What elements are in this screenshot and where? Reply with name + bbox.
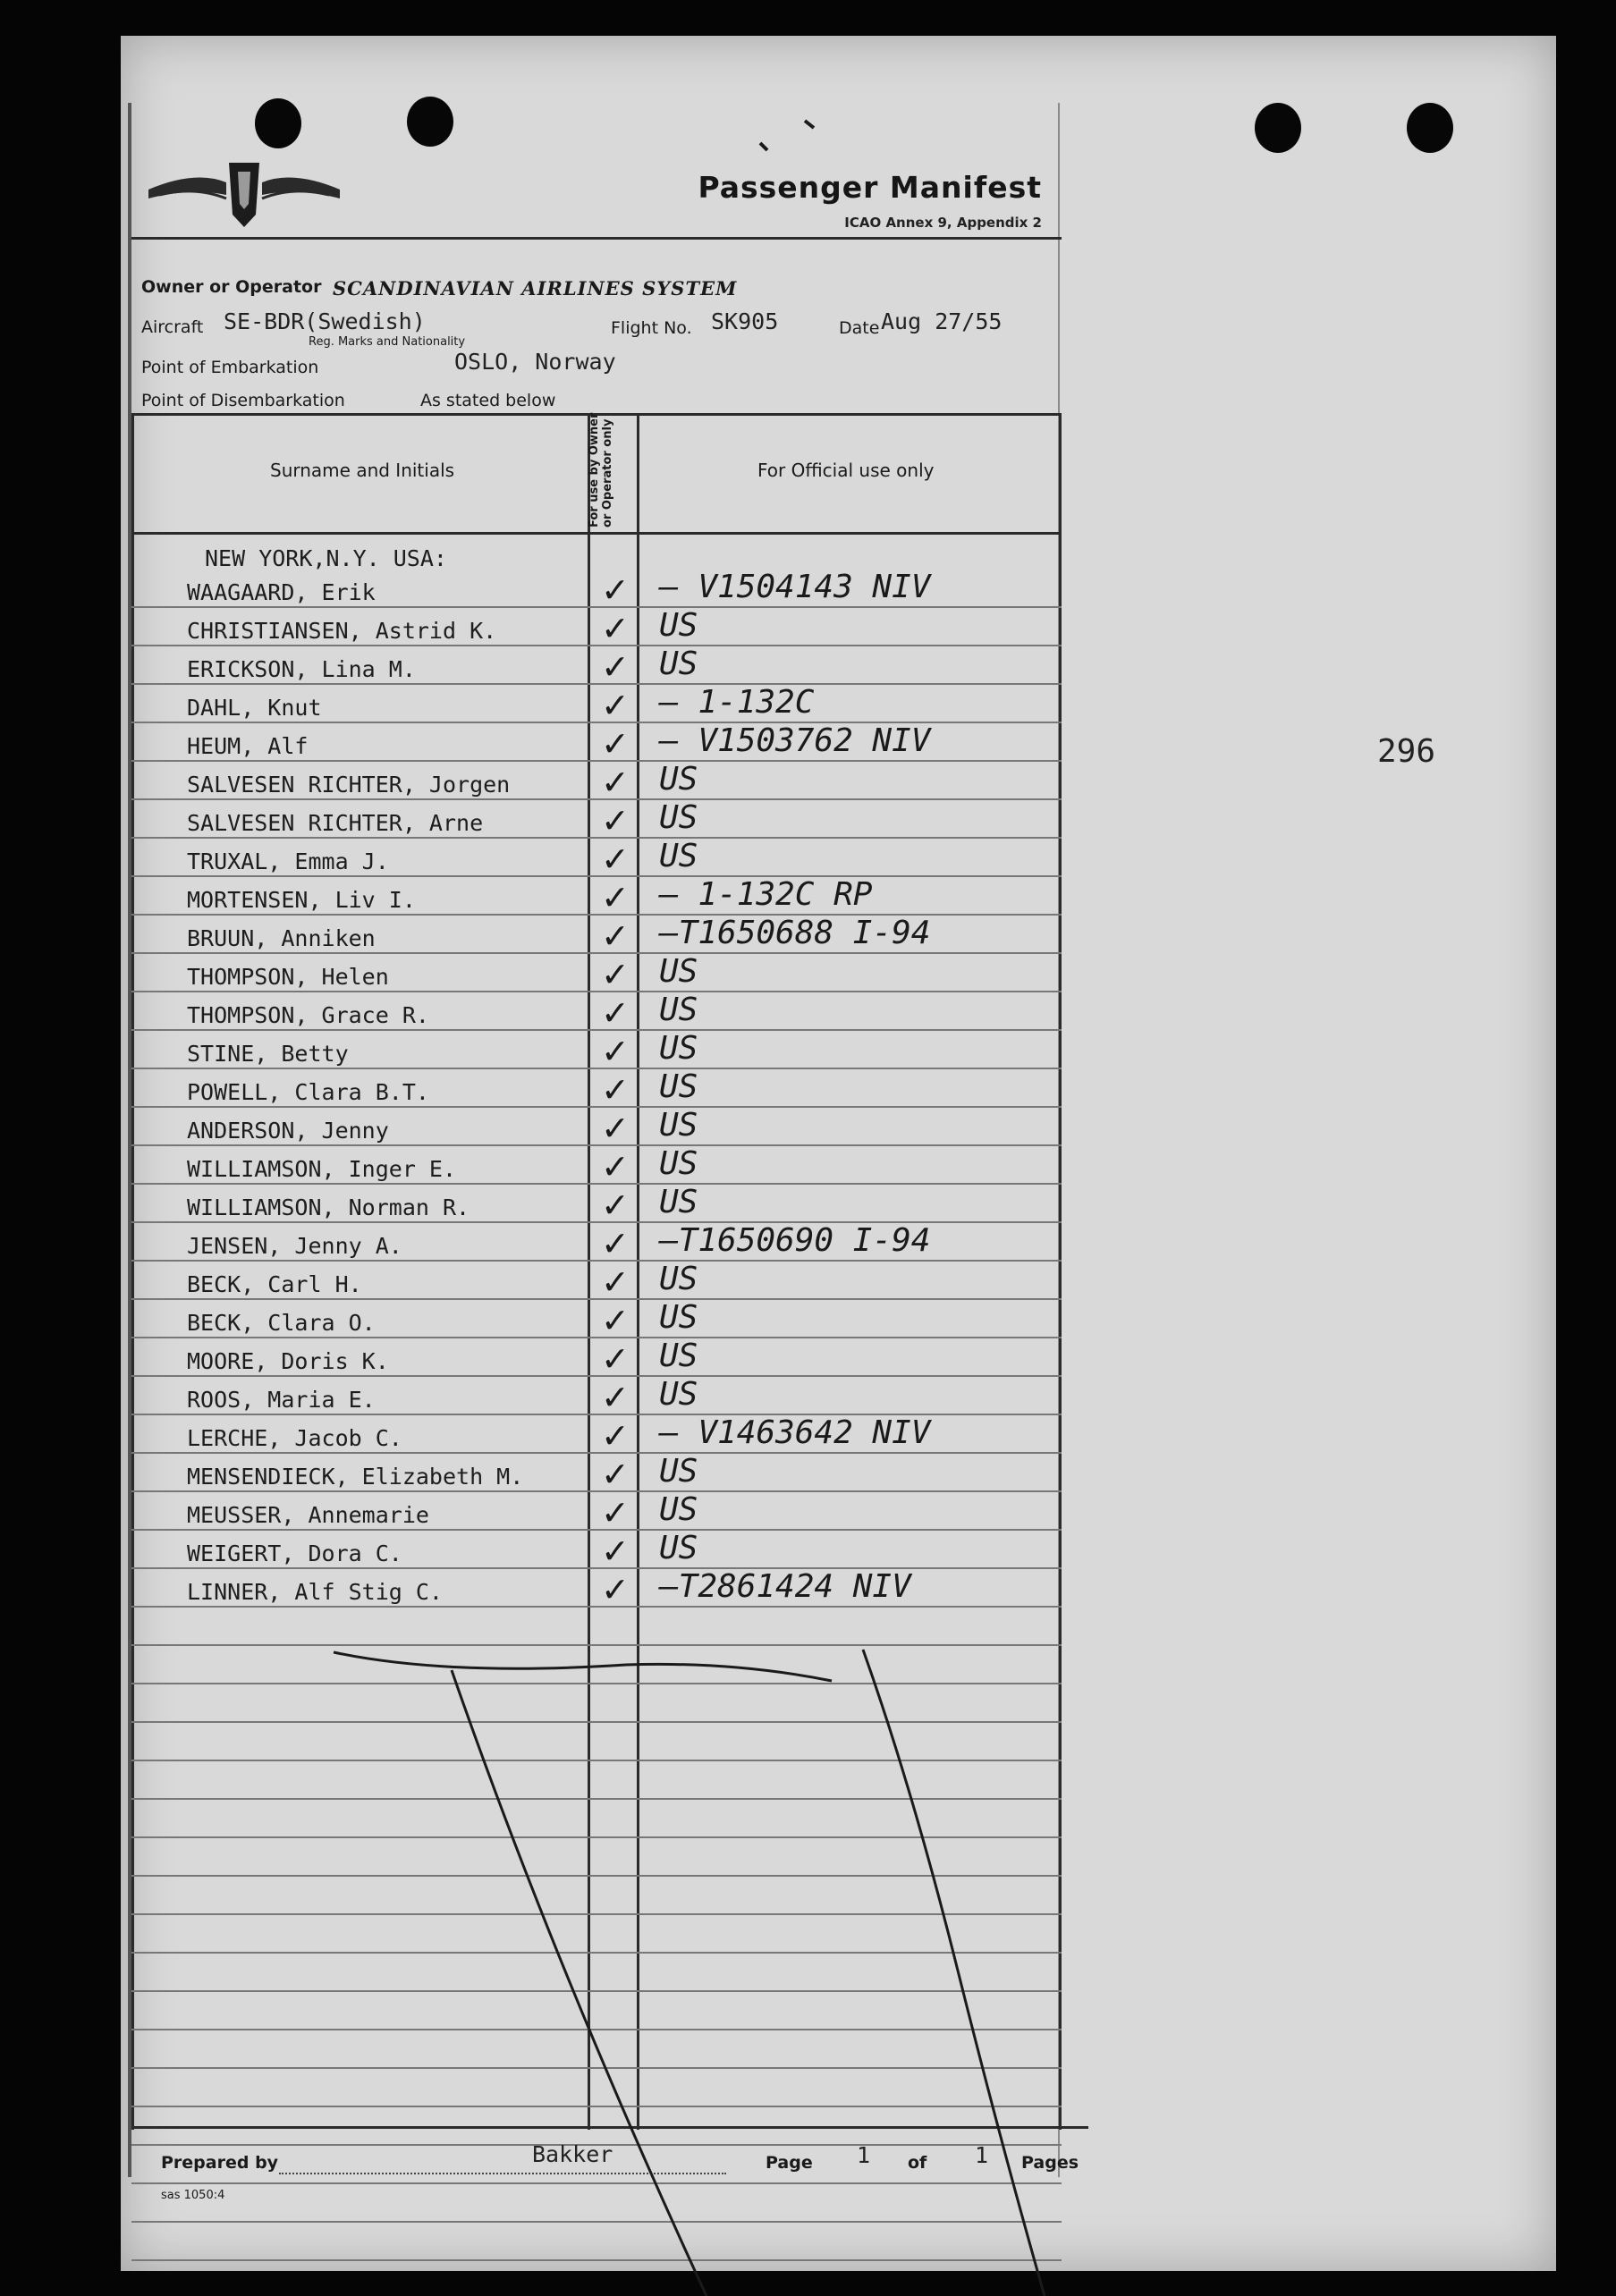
row-rule bbox=[131, 1990, 1062, 1992]
check-mark: ✓ bbox=[601, 1378, 630, 1417]
row-rule bbox=[131, 1106, 1062, 1108]
row-rule bbox=[131, 1337, 1062, 1338]
check-mark: ✓ bbox=[601, 1416, 630, 1456]
row-rule bbox=[131, 1529, 1062, 1531]
check-mark: ✓ bbox=[601, 916, 630, 956]
prepared-label: Prepared by bbox=[161, 2153, 279, 2173]
passenger-name: SALVESEN RICHTER, Jorgen bbox=[187, 772, 511, 798]
official-note: US bbox=[659, 761, 698, 798]
passenger-name: LINNER, Alf Stig C. bbox=[187, 1579, 443, 1605]
passenger-name: CHRISTIANSEN, Astrid K. bbox=[187, 618, 497, 644]
official-note: – V1503762 NIV bbox=[659, 722, 931, 759]
passenger-name: SALVESEN RICHTER, Arne bbox=[187, 810, 484, 836]
owner-label: Owner or Operator bbox=[141, 277, 322, 297]
official-note: US bbox=[659, 1491, 698, 1528]
passenger-name: MENSENDIECK, Elizabeth M. bbox=[187, 1464, 524, 1490]
stamp-number: 296 bbox=[1377, 733, 1436, 770]
official-note: US bbox=[659, 1261, 698, 1297]
embark-label: Point of Embarkation bbox=[141, 358, 319, 377]
prepared-value: Bakker bbox=[532, 2141, 613, 2167]
official-note: –T1650690 I-94 bbox=[659, 1222, 931, 1259]
check-mark: ✓ bbox=[601, 1032, 630, 1071]
aircraft-note: Reg. Marks and Nationality bbox=[309, 335, 466, 349]
page-title: Passenger Manifest bbox=[698, 170, 1042, 205]
row-rule bbox=[131, 1644, 1062, 1646]
table-right-border bbox=[1059, 413, 1062, 2130]
official-note: – 1-132C bbox=[659, 684, 815, 721]
row-rule bbox=[131, 837, 1062, 839]
official-note: US bbox=[659, 1530, 698, 1566]
official-note: – V1504143 NIV bbox=[659, 569, 931, 605]
official-note: US bbox=[659, 607, 698, 644]
punch-hole bbox=[1407, 103, 1453, 153]
row-rule bbox=[131, 2221, 1062, 2223]
official-note: US bbox=[659, 1107, 698, 1144]
date-label: Date bbox=[839, 318, 880, 338]
row-rule bbox=[131, 2259, 1062, 2261]
col-header-official: For Official use only bbox=[757, 460, 935, 481]
passenger-table bbox=[131, 413, 1062, 2130]
official-note: US bbox=[659, 1453, 698, 1490]
check-mark: ✓ bbox=[601, 1493, 630, 1532]
row-rule bbox=[131, 1913, 1062, 1915]
official-note: US bbox=[659, 1145, 698, 1182]
row-rule bbox=[131, 875, 1062, 877]
passenger-name: ANDERSON, Jenny bbox=[187, 1118, 389, 1144]
check-mark: ✓ bbox=[601, 1147, 630, 1186]
check-mark: ✓ bbox=[601, 801, 630, 840]
aircraft-value: SE-BDR(Swedish) bbox=[224, 308, 426, 334]
col-header-name: Surname and Initials bbox=[270, 460, 455, 481]
check-mark: ✓ bbox=[601, 1570, 630, 1609]
disembark-label: Point of Disembarkation bbox=[141, 391, 345, 410]
row-rule bbox=[131, 1836, 1062, 1838]
official-note: US bbox=[659, 1030, 698, 1067]
row-rule bbox=[131, 1260, 1062, 1262]
check-mark: ✓ bbox=[601, 955, 630, 994]
row-rule bbox=[131, 1298, 1062, 1300]
passenger-name: STINE, Betty bbox=[187, 1041, 349, 1067]
check-mark: ✓ bbox=[601, 1186, 630, 1225]
row-rule bbox=[131, 1683, 1062, 1684]
passenger-name: MEUSSER, Annemarie bbox=[187, 1502, 429, 1528]
passenger-name: LERCHE, Jacob C. bbox=[187, 1425, 402, 1451]
passenger-name: WAAGAARD, Erik bbox=[187, 579, 376, 605]
passenger-name: BECK, Clara O. bbox=[187, 1310, 376, 1336]
aircraft-label: Aircraft bbox=[141, 317, 204, 337]
passenger-name: WILLIAMSON, Norman R. bbox=[187, 1194, 470, 1220]
official-note: US bbox=[659, 953, 698, 990]
official-note: –T1650688 I-94 bbox=[659, 915, 931, 951]
disembark-value: As stated below bbox=[420, 391, 556, 410]
row-rule bbox=[131, 1798, 1062, 1800]
row-rule bbox=[131, 1606, 1062, 1608]
passenger-name: MORTENSEN, Liv I. bbox=[187, 887, 416, 913]
row-rule bbox=[131, 1375, 1062, 1377]
check-mark: ✓ bbox=[601, 878, 630, 917]
passenger-name: POWELL, Clara B.T. bbox=[187, 1079, 429, 1105]
passenger-name: BECK, Carl H. bbox=[187, 1271, 362, 1297]
check-mark: ✓ bbox=[601, 1455, 630, 1494]
of-value: 1 bbox=[975, 2142, 989, 2168]
page-subtitle: ICAO Annex 9, Appendix 2 bbox=[844, 215, 1042, 231]
check-mark: ✓ bbox=[601, 724, 630, 764]
check-mark: ✓ bbox=[601, 993, 630, 1033]
row-rule bbox=[131, 952, 1062, 954]
row-rule bbox=[131, 1760, 1062, 1761]
row-rule bbox=[131, 1452, 1062, 1454]
official-note: US bbox=[659, 992, 698, 1028]
official-note: US bbox=[659, 799, 698, 836]
flight-label: Flight No. bbox=[611, 318, 692, 338]
pages-label: Pages bbox=[1021, 2153, 1079, 2173]
date-value: Aug 27/55 bbox=[881, 308, 1003, 334]
official-note: US bbox=[659, 838, 698, 874]
passenger-name: TRUXAL, Emma J. bbox=[187, 848, 389, 874]
passenger-name: MOORE, Doris K. bbox=[187, 1348, 389, 1374]
row-rule bbox=[131, 683, 1062, 685]
passenger-name: JENSEN, Jenny A. bbox=[187, 1233, 402, 1259]
check-mark: ✓ bbox=[601, 686, 630, 725]
table-left-border bbox=[131, 413, 134, 2130]
row-rule bbox=[131, 1144, 1062, 1146]
page-value: 1 bbox=[857, 2142, 871, 2168]
check-mark: ✓ bbox=[601, 1339, 630, 1379]
passenger-name: BRUUN, Anniken bbox=[187, 925, 376, 951]
form-code: sas 1050:4 bbox=[161, 2189, 225, 2202]
airline-logo bbox=[141, 152, 347, 232]
passenger-name: WEIGERT, Dora C. bbox=[187, 1541, 402, 1566]
row-rule bbox=[131, 1721, 1062, 1723]
punch-hole bbox=[255, 98, 301, 148]
row-rule bbox=[131, 2029, 1062, 2030]
row-rule bbox=[131, 1952, 1062, 1954]
check-mark: ✓ bbox=[601, 1532, 630, 1571]
check-mark: ✓ bbox=[601, 1109, 630, 1148]
official-note: US bbox=[659, 646, 698, 682]
row-rule bbox=[131, 606, 1062, 608]
passenger-name: THOMPSON, Grace R. bbox=[187, 1002, 429, 1028]
row-rule bbox=[131, 2067, 1062, 2069]
passenger-name: WILLIAMSON, Inger E. bbox=[187, 1156, 457, 1182]
check-mark: ✓ bbox=[601, 570, 630, 610]
row-rule bbox=[131, 798, 1062, 800]
row-rule bbox=[131, 1183, 1062, 1185]
check-mark: ✓ bbox=[601, 1224, 630, 1263]
row-rule bbox=[131, 1875, 1062, 1877]
passenger-name: THOMPSON, Helen bbox=[187, 964, 389, 990]
official-note: US bbox=[659, 1376, 698, 1413]
column-divider bbox=[637, 413, 639, 2130]
row-rule bbox=[131, 1029, 1062, 1031]
check-mark: ✓ bbox=[601, 647, 630, 687]
check-mark: ✓ bbox=[601, 1070, 630, 1110]
check-mark: ✓ bbox=[601, 609, 630, 648]
official-note: – 1-132C RP bbox=[659, 876, 873, 913]
check-mark: ✓ bbox=[601, 1301, 630, 1340]
row-rule bbox=[131, 2106, 1062, 2107]
page-label: Page bbox=[766, 2153, 813, 2173]
passenger-name: HEUM, Alf bbox=[187, 733, 309, 759]
row-rule bbox=[131, 991, 1062, 992]
row-rule bbox=[131, 1567, 1062, 1569]
check-mark: ✓ bbox=[601, 1262, 630, 1302]
row-rule bbox=[131, 760, 1062, 762]
row-rule bbox=[131, 2182, 1062, 2184]
official-note: US bbox=[659, 1184, 698, 1220]
check-mark: ✓ bbox=[601, 763, 630, 802]
official-note: – V1463642 NIV bbox=[659, 1414, 931, 1451]
flight-value: SK905 bbox=[711, 308, 779, 334]
row-rule bbox=[131, 645, 1062, 646]
footer-rule bbox=[131, 2126, 1088, 2129]
column-divider bbox=[588, 413, 590, 2130]
embark-value: OSLO, Norway bbox=[454, 349, 616, 375]
official-note: US bbox=[659, 1299, 698, 1336]
official-note: US bbox=[659, 1338, 698, 1374]
passenger-name: DAHL, Knut bbox=[187, 695, 322, 721]
row-rule bbox=[131, 1490, 1062, 1492]
header-rule bbox=[131, 237, 1062, 240]
punch-hole bbox=[1255, 103, 1301, 153]
punch-hole bbox=[407, 97, 453, 147]
of-label: of bbox=[908, 2153, 927, 2173]
row-rule bbox=[131, 1068, 1062, 1069]
owner-value: SCANDINAVIAN AIRLINES SYSTEM bbox=[333, 277, 738, 300]
official-note: US bbox=[659, 1068, 698, 1105]
prepared-dotted-line bbox=[279, 2173, 726, 2174]
official-note: –T2861424 NIV bbox=[659, 1568, 911, 1605]
passenger-name: ROOS, Maria E. bbox=[187, 1387, 376, 1413]
check-mark: ✓ bbox=[601, 840, 630, 879]
destination-heading: NEW YORK,N.Y. USA: bbox=[205, 545, 447, 571]
passenger-name: ERICKSON, Lina M. bbox=[187, 656, 416, 682]
col-header-owner: For use by Owner or Operator only bbox=[588, 412, 614, 528]
